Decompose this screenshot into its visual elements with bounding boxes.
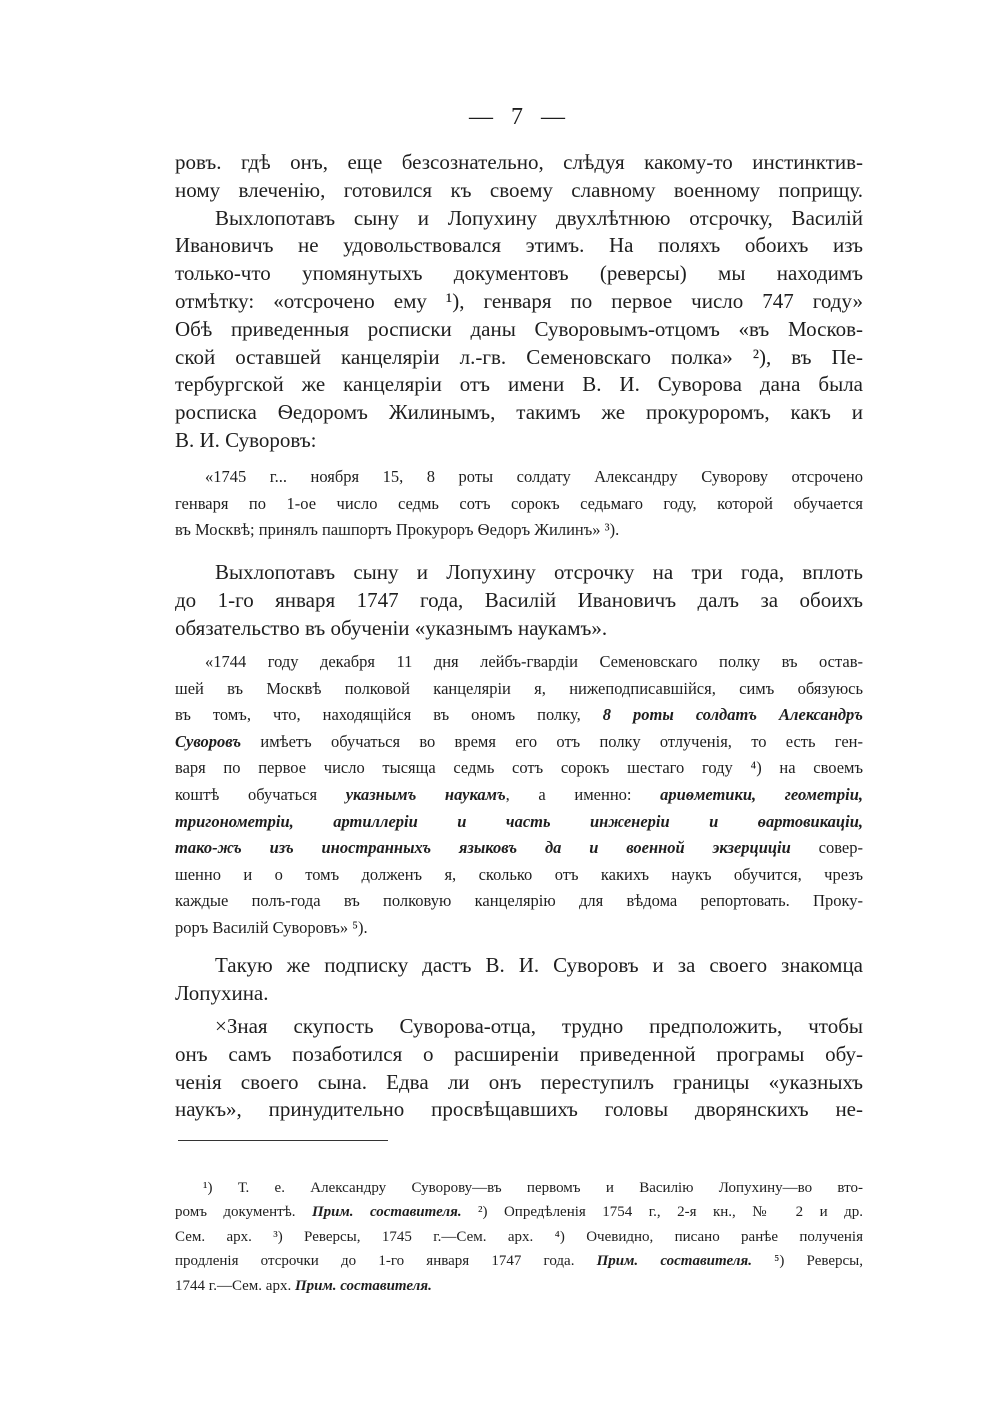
text-line <box>175 1069 863 1097</box>
text-line <box>175 702 863 729</box>
document-quote <box>175 464 863 544</box>
text-segment: Такую же подписку дастъ В. И. Суворовъ и за своего знакомца <box>215 953 863 977</box>
text-segment: въ томъ, что, находящійся въ ономъ полку, <box>175 705 603 725</box>
text-line <box>175 177 863 205</box>
italic-text: тако-жъ изъ иностранныхъ языковъ да и военной экзерциціи <box>175 838 791 858</box>
text-line <box>175 915 863 942</box>
text-line <box>175 888 863 915</box>
text-segment: В. И. Суворовъ: <box>175 427 317 452</box>
text-segment: варя по первое число тысяща седмь сотъ сорокъ шестаго году ⁴) на своемъ <box>175 758 863 778</box>
italic-text: указнымъ наукамъ <box>345 784 506 804</box>
text-segment: 1744 г.—Сем. арх. <box>175 1277 295 1294</box>
text-line <box>175 205 863 233</box>
italic-text: тригонометріи, артиллеріи и часть инженеріи и ѳартовикаціи, <box>175 811 863 831</box>
footnotes <box>175 1176 863 1298</box>
text-segment: Лопухина. <box>175 980 269 1005</box>
text-segment: наукъ», принудительно просвѣщавшихъ головы дворянскихъ не- <box>175 1097 863 1122</box>
italic-text: Суворовъ <box>175 731 242 751</box>
text-segment: ¹) Т. е. Александру Суворову—въ первомъ и Василію Лопухину—во вто- <box>203 1180 863 1196</box>
text-segment: продленія отсрочки до 1-го января 1747 года. <box>175 1253 597 1270</box>
text-line <box>175 1249 863 1273</box>
text-line <box>175 427 863 455</box>
text-segment: ²) Опредѣленія 1754 г., 2-я кн., № 2 и др. <box>461 1204 863 1221</box>
text-line <box>175 344 863 372</box>
text-segment: только-что упомянутыхъ документовъ (реверсы) мы находимъ <box>175 261 863 286</box>
text-segment: ×Зная скупость Суворова-отца, трудно предположить, чтобы <box>215 1014 863 1038</box>
text-segment: коштѣ обучаться <box>175 784 346 804</box>
text-segment: отмѣтку: «отсрочено ему ¹), генваря по первое число 747 году» <box>175 288 863 313</box>
italic-text: ариѳметики, геометріи, <box>660 784 863 804</box>
text-line <box>175 1013 863 1041</box>
paragraph <box>175 559 863 642</box>
text-segment: совер- <box>790 838 863 858</box>
text-line <box>175 1274 863 1298</box>
text-line <box>175 491 863 518</box>
text-segment: шенно и о томъ долженъ я, сколько отъ какихъ наукъ обучится, чрезъ <box>175 864 863 884</box>
text-segment: Сем. арх. ³) Реверсы, 1745 г.—Сем. арх. ⁴) Очевидно, писано ранѣе полученія <box>175 1228 863 1245</box>
paragraph <box>175 149 863 455</box>
text-segment: «1744 году декабря 11 дня лейбъ-гвардіи Семеновскаго полку въ остав- <box>205 652 863 671</box>
text-line <box>175 835 863 862</box>
text-segment: до 1-го января 1747 года, Василій Ивановичъ далъ за обоихъ <box>175 587 863 612</box>
text-line <box>175 1176 863 1200</box>
text-segment: Обѣ приведенныя росписки даны Суворовымъ-отцомъ «въ Москов- <box>175 316 863 341</box>
paragraph <box>175 1013 863 1124</box>
text-line <box>175 464 863 491</box>
text-line <box>175 1096 863 1124</box>
text-segment: Ивановичъ не удовольствовался этимъ. На поляхъ обоихъ изъ <box>175 233 863 258</box>
text-line <box>175 782 863 809</box>
text-segment: въ Москвѣ; принялъ пашпортъ Прокуроръ Ѳедоръ Жилинъ» ³). <box>175 520 620 540</box>
text-line <box>175 1041 863 1069</box>
text-segment: онъ самъ позаботился о расширеніи приведенной програмы обу- <box>175 1041 863 1066</box>
text-line <box>175 952 863 980</box>
text-line <box>175 149 863 177</box>
page-number: — 7 — <box>469 104 571 130</box>
text-segment: ровъ. гдѣ онъ, еще безсознательно, слѣдуя какому-то инстинктив- <box>175 150 863 174</box>
text-line <box>175 809 863 836</box>
text-segment: обязательство въ обученіи «указнымъ наукамъ». <box>175 615 608 640</box>
text-segment: ному влеченію, готовился къ своему славному военному поприщу. <box>175 177 863 202</box>
text-segment: ской оставшей канцеляріи л.-гв. Семеновскаго полка» ²), въ Пе- <box>175 344 863 369</box>
text-segment: Выхлопотавъ сыну и Лопухину двухлѣтнюю отсрочку, Василій <box>215 205 863 230</box>
text-segment: Выхлопотавъ сыну и Лопухину отсрочку на три года, вплоть <box>215 560 863 584</box>
text-segment: , а именно: <box>505 784 661 804</box>
text-line <box>175 517 863 544</box>
text-line <box>175 615 863 643</box>
text-line <box>175 1200 863 1224</box>
text-line <box>175 232 863 260</box>
text-line <box>175 649 863 676</box>
text-line <box>175 260 863 288</box>
text-segment: росписка Ѳедоромъ Жилинымъ, такимъ же прокуроромъ, какъ и <box>175 400 863 425</box>
text-segment: роръ Василій Суворовъ» ⁵). <box>175 917 368 937</box>
text-line <box>175 862 863 889</box>
text-segment: «1745 г... ноября 15, 8 роты солдату Александру Суворову отсрочено <box>205 467 863 486</box>
paragraph <box>175 952 863 1008</box>
text-segment: шей въ Москвѣ полковой канцеляріи я, нижеподписавшійся, симъ обязуюсь <box>175 678 863 698</box>
italic-text: Прим. составителя. <box>596 1253 752 1270</box>
text-segment: ромъ документѣ. <box>175 1204 312 1221</box>
text-line <box>175 729 863 756</box>
footnote-divider <box>178 1140 388 1141</box>
text-line <box>175 1225 863 1249</box>
text-line <box>175 288 863 316</box>
text-line <box>175 676 863 703</box>
text-segment: каждые полъ-года въ полковую канцелярію для вѣдома репортовать. Проку- <box>175 891 863 911</box>
text-line <box>175 587 863 615</box>
text-segment: ченія своего сына. Едва ли онъ переступилъ границы «указныхъ <box>175 1069 863 1094</box>
text-line <box>175 980 863 1008</box>
text-line <box>175 316 863 344</box>
text-line <box>175 755 863 782</box>
text-segment: генваря по 1-ое число седмь сотъ сорокъ седьмаго году, которой обучается <box>175 493 863 513</box>
italic-text: Прим. составителя. <box>294 1277 432 1294</box>
text-segment: тербургской же канцеляріи отъ имени В. И. Суворова дана была <box>175 372 863 397</box>
italic-text: 8 роты солдатъ Александръ <box>602 705 863 725</box>
text-segment: ⁵) Реверсы, <box>751 1253 863 1270</box>
text-line <box>175 399 863 427</box>
text-segment: имѣетъ обучаться во время его отъ полку отлученія, то есть ген- <box>241 731 863 751</box>
text-line <box>175 559 863 587</box>
italic-text: Прим. составителя. <box>312 1204 462 1221</box>
document-quote <box>175 649 863 942</box>
text-line <box>175 371 863 399</box>
